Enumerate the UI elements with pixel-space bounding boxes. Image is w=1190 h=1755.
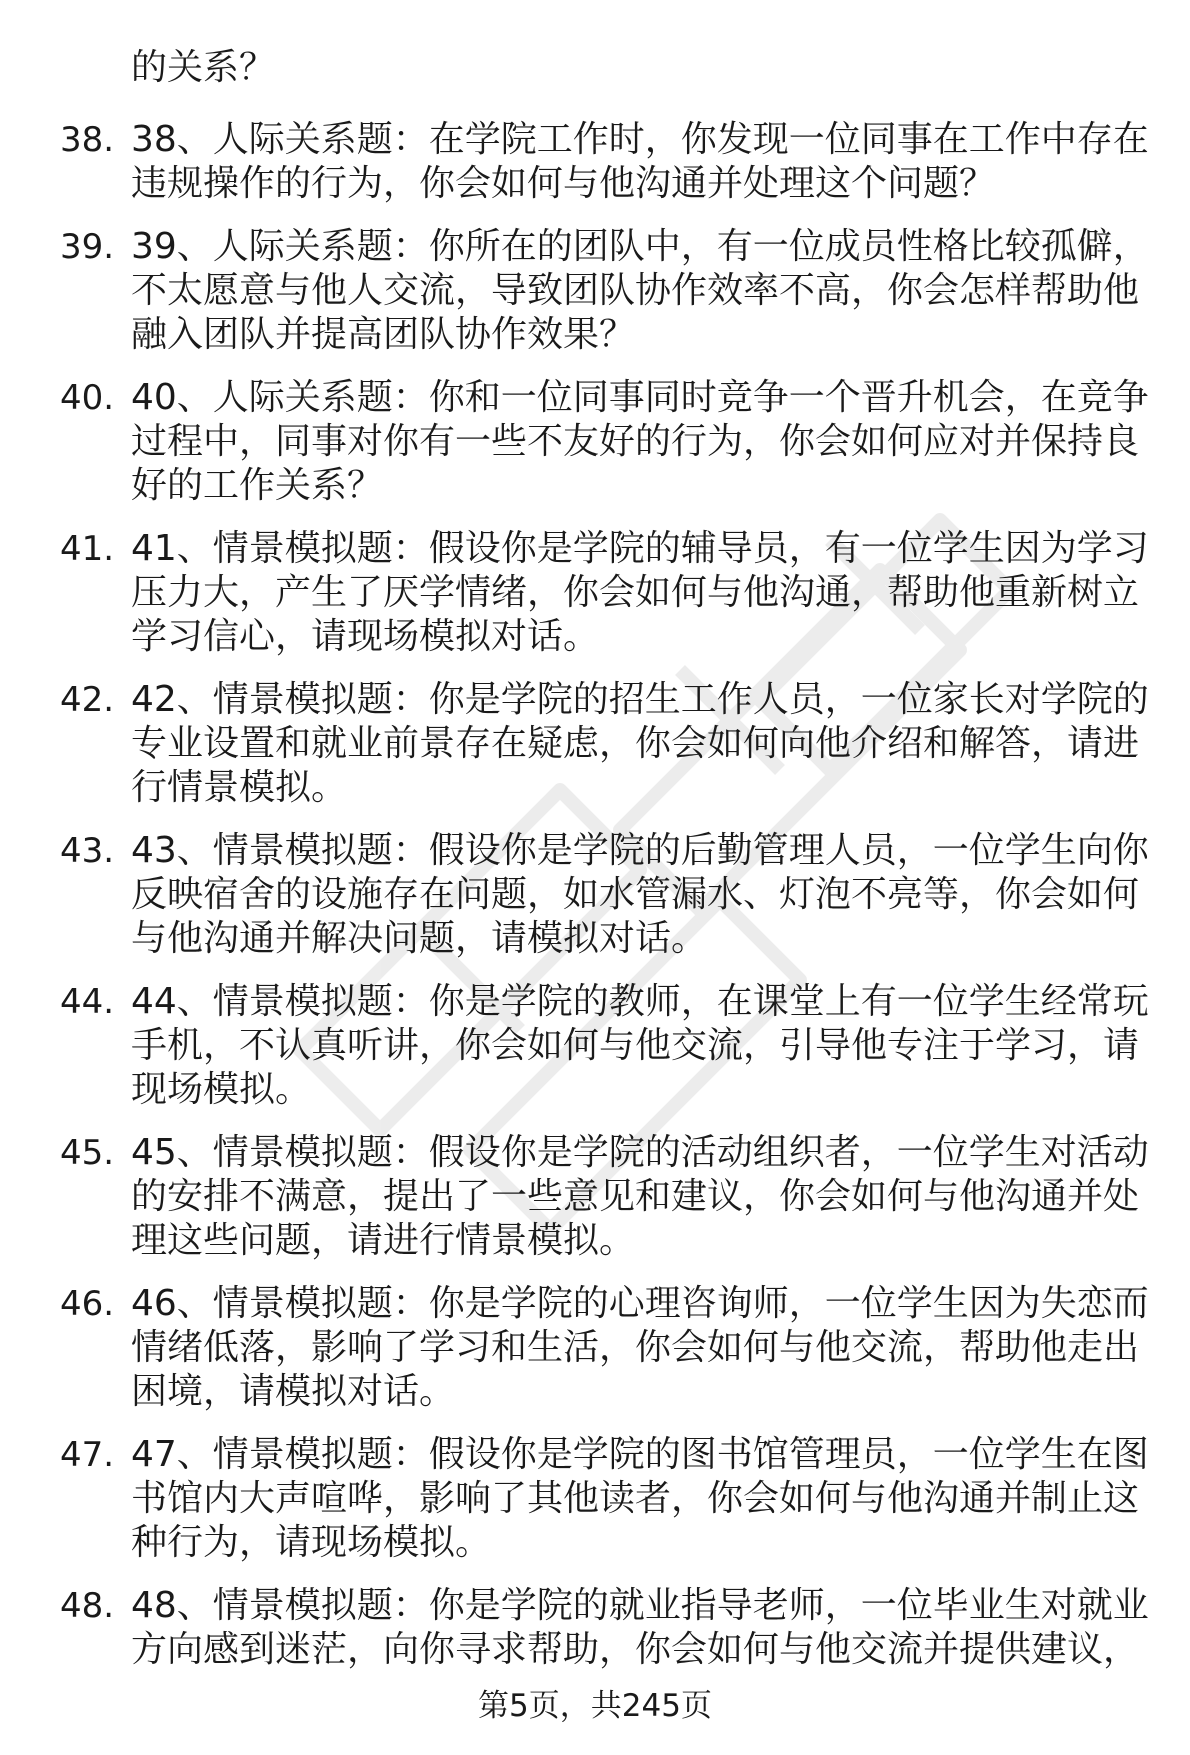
question-line: 反映宿舍的设施存在问题，如水管漏水、灯泡不亮等，你会如何 [131, 874, 1140, 915]
question-text [131, 829, 1190, 961]
list-item-number: 38. [60, 120, 115, 160]
list-item [0, 376, 1190, 508]
question-line: 好的工作关系？ [131, 465, 384, 506]
question-text [131, 376, 1190, 508]
list-item [0, 527, 1190, 659]
question-line: 41、情景模拟题：假设你是学院的辅导员，有一位学生因为学习 [131, 528, 1149, 569]
question-line: 方向感到迷茫，向你寻求帮助，你会如何与他交流并提供建议， [131, 1629, 1140, 1670]
list-item-number: 40. [60, 378, 115, 418]
question-text [131, 1433, 1190, 1565]
question-line: 困境，请模拟对话。 [131, 1371, 456, 1412]
list-item-number: 41. [60, 529, 115, 569]
question-text [131, 1282, 1190, 1414]
question-line: 42、情景模拟题：你是学院的招生工作人员，一位家长对学院的 [131, 679, 1149, 720]
list-item-number: 39. [60, 227, 115, 267]
question-text [131, 225, 1190, 357]
question-text [131, 1584, 1190, 1672]
list-item [0, 829, 1190, 961]
list-item [0, 1131, 1190, 1263]
question-text [131, 1131, 1190, 1263]
question-list [0, 118, 1190, 1691]
list-item-number: 43. [60, 831, 115, 871]
question-line: 过程中，同事对你有一些不友好的行为，你会如何应对并保持良 [131, 421, 1140, 462]
question-line: 情绪低落，影响了学习和生活，你会如何与他交流，帮助他走出 [131, 1327, 1140, 1368]
question-line: 43、情景模拟题：假设你是学院的后勤管理人员，一位学生向你 [131, 830, 1149, 871]
question-line: 46、情景模拟题：你是学院的心理咨询师，一位学生因为失恋而 [131, 1283, 1149, 1324]
list-item [0, 225, 1190, 357]
question-line: 48、情景模拟题：你是学院的就业指导老师，一位毕业生对就业 [131, 1585, 1149, 1626]
list-item [0, 678, 1190, 810]
question-line: 压力大，产生了厌学情绪，你会如何与他沟通，帮助他重新树立 [131, 572, 1140, 613]
list-item-number: 45. [60, 1133, 115, 1173]
question-line: 38、人际关系题：在学院工作时，你发现一位同事在工作中存在 [131, 119, 1149, 160]
list-item-number: 46. [60, 1284, 115, 1324]
question-line: 手机，不认真听讲，你会如何与他交流，引导他专注于学习，请 [131, 1025, 1140, 1066]
list-item [0, 118, 1190, 206]
question-line: 种行为，请现场模拟。 [131, 1522, 492, 1563]
question-text [131, 678, 1190, 810]
list-item-number: 42. [60, 680, 115, 720]
question-line: 与他沟通并解决问题，请模拟对话。 [131, 918, 708, 959]
question-line: 学习信心，请现场模拟对话。 [131, 616, 600, 657]
question-line: 的安排不满意，提出了一些意见和建议，你会如何与他沟通并处 [131, 1176, 1140, 1217]
list-item [0, 1584, 1190, 1672]
question-line: 44、情景模拟题：你是学院的教师，在课堂上有一位学生经常玩 [131, 981, 1149, 1022]
question-line: 47、情景模拟题：假设你是学院的图书馆管理员，一位学生在图 [131, 1434, 1149, 1475]
question-text [131, 527, 1190, 659]
question-line: 专业设置和就业前景存在疑虑，你会如何向他介绍和解答，请进 [131, 723, 1140, 764]
list-item [0, 980, 1190, 1112]
question-line: 书馆内大声喧哗，影响了其他读者，你会如何与他沟通并制止这 [131, 1478, 1140, 1519]
question-line: 融入团队并提高团队协作效果？ [131, 314, 636, 355]
page-footer: 第5页，共245页 [478, 1688, 712, 1724]
list-item-number: 44. [60, 982, 115, 1022]
question-line: 不太愿意与他人交流，导致团队协作效率不高，你会怎样帮助他 [131, 270, 1140, 311]
question-line: 违规操作的行为，你会如何与他沟通并处理这个问题？ [131, 163, 996, 204]
question-line: 理这些问题，请进行情景模拟。 [131, 1220, 636, 1261]
continuation-text: 的关系？ [131, 47, 276, 88]
list-item [0, 1433, 1190, 1565]
list-item-number: 48. [60, 1586, 115, 1626]
question-line: 45、情景模拟题：假设你是学院的活动组织者，一位学生对活动 [131, 1132, 1149, 1173]
question-text [131, 980, 1190, 1112]
question-line: 39、人际关系题：你所在的团队中，有一位成员性格比较孤僻， [131, 226, 1149, 267]
question-line: 行情景模拟。 [131, 767, 348, 808]
list-item-number: 47. [60, 1435, 115, 1475]
list-item [0, 1282, 1190, 1414]
question-line: 40、人际关系题：你和一位同事同时竞争一个晋升机会，在竞争 [131, 377, 1149, 418]
question-text [131, 118, 1190, 206]
question-line: 现场模拟。 [131, 1069, 312, 1110]
